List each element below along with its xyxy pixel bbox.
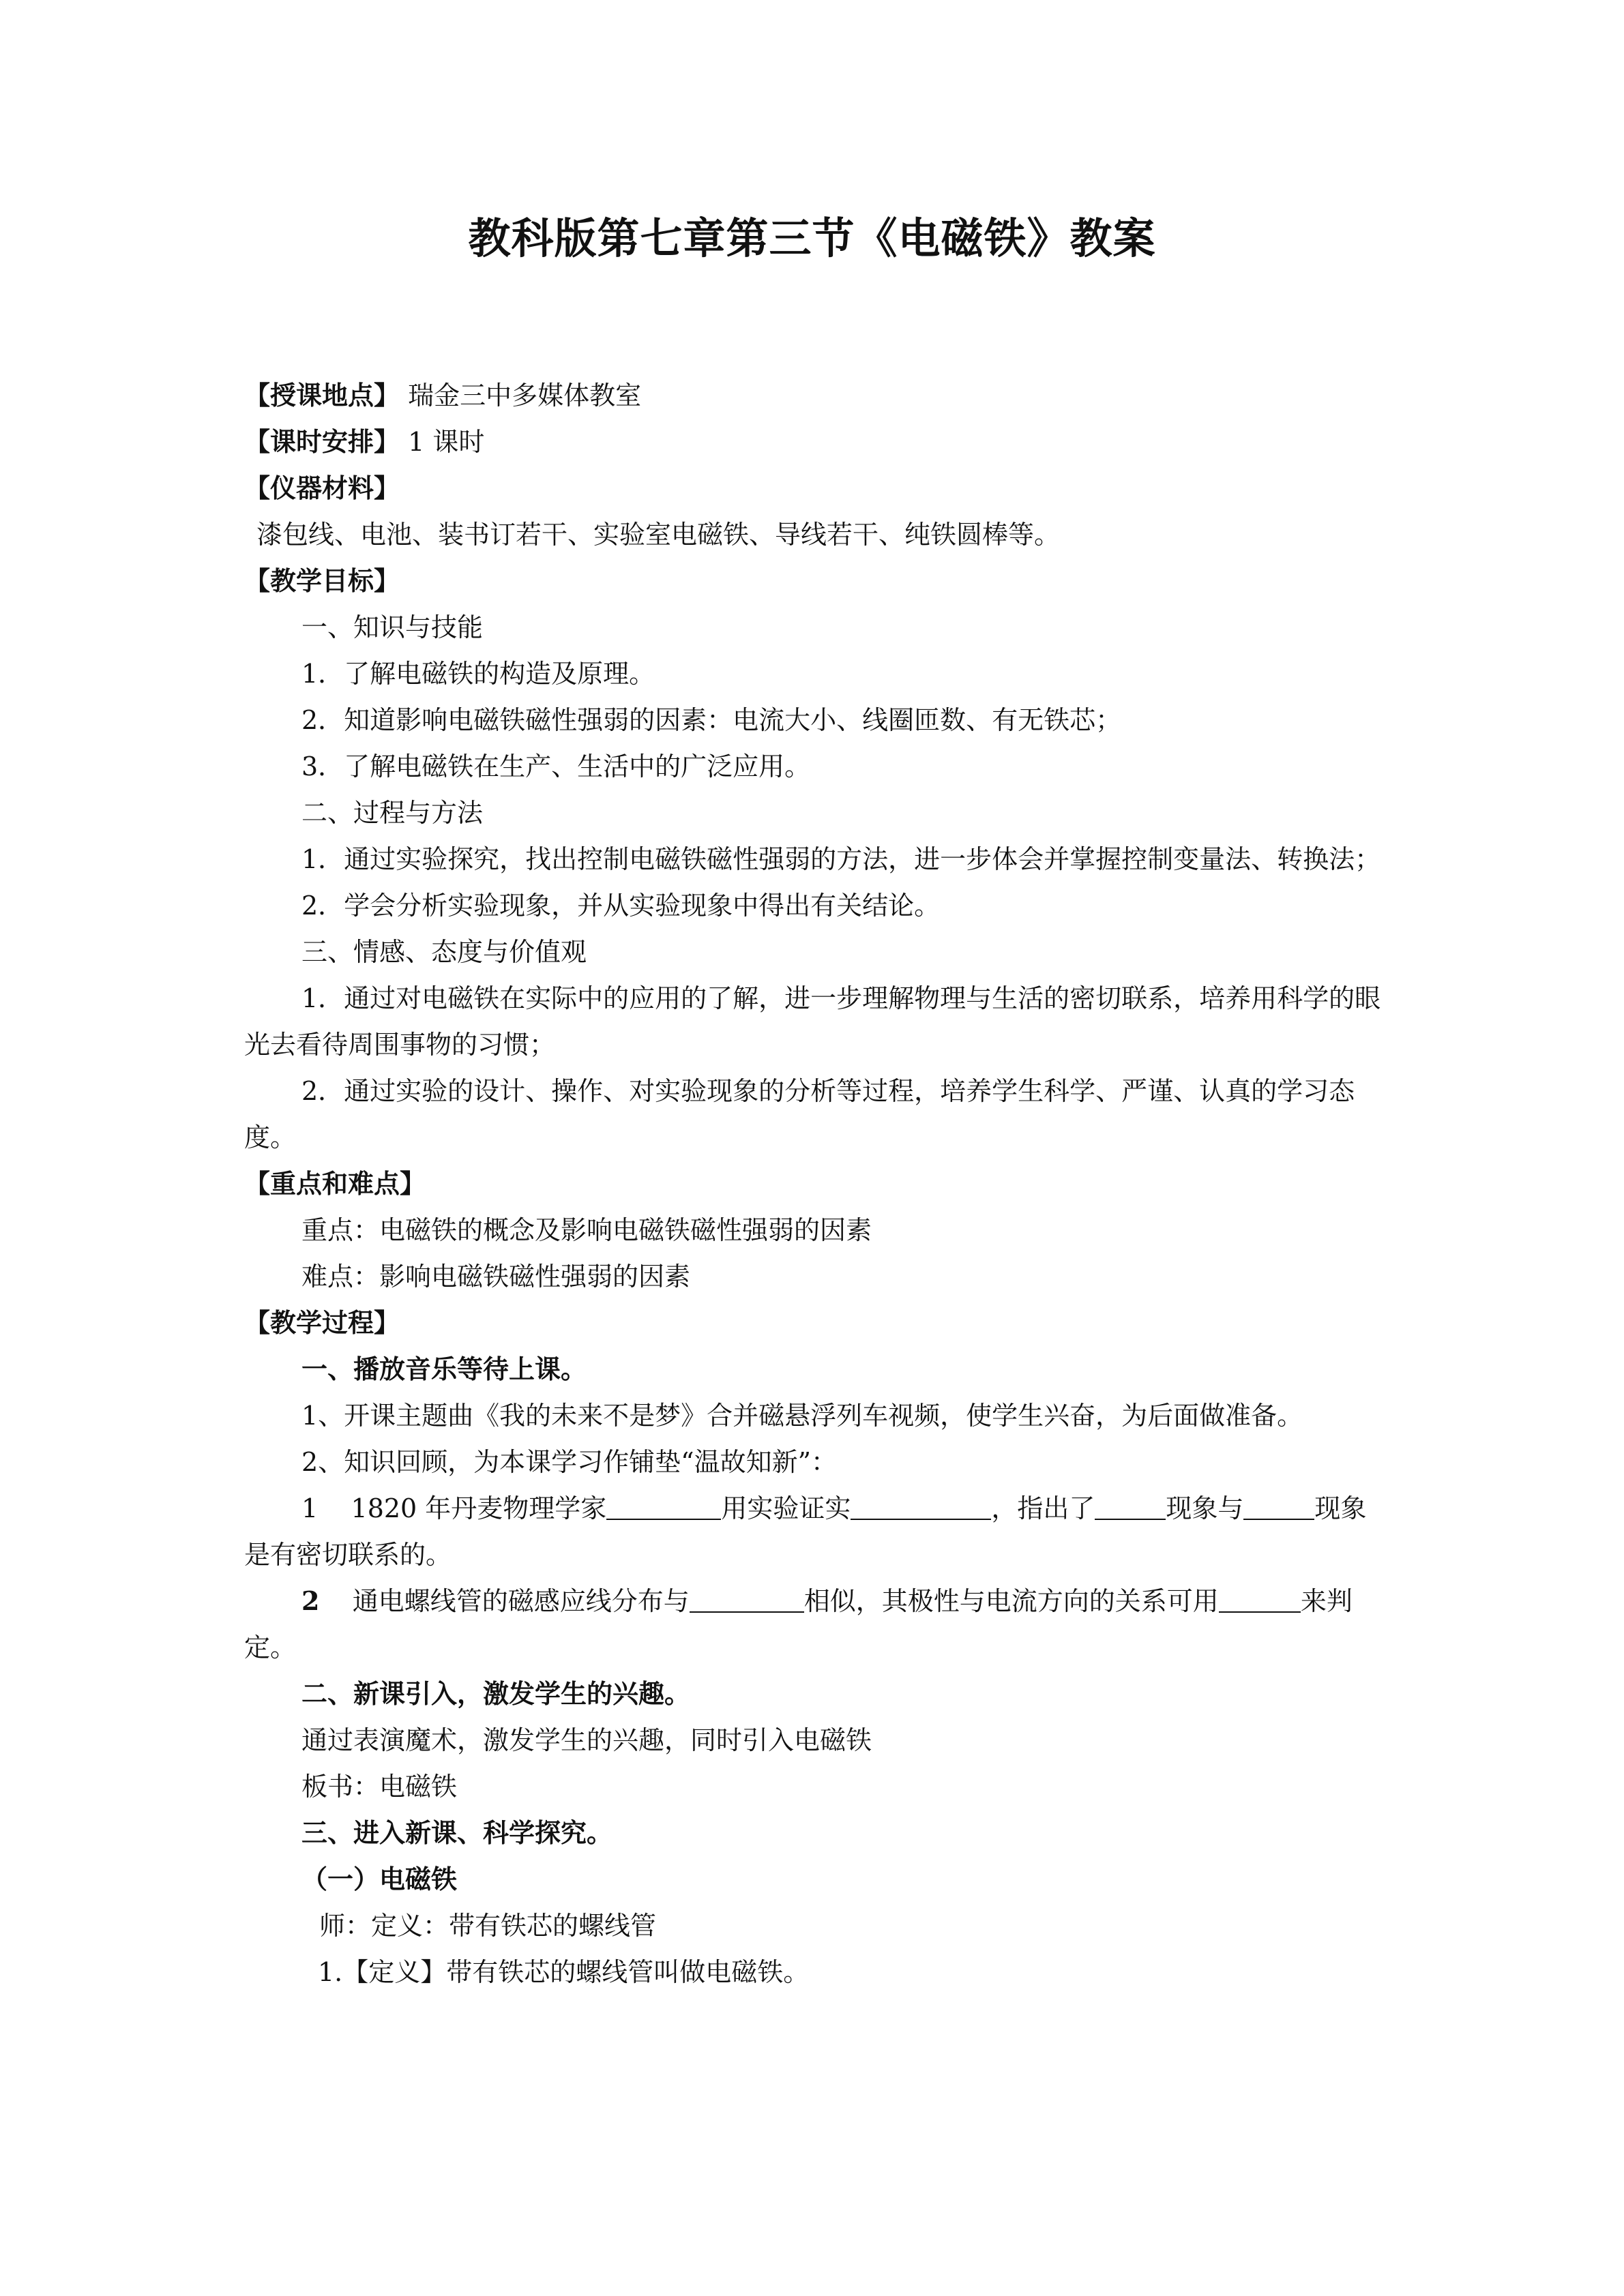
question-text: 现象与 [1166, 1493, 1244, 1523]
difficult-point: 难点：影响电磁铁磁性强弱的因素 [301, 1262, 691, 1292]
definition-number: 1. [318, 1957, 343, 1987]
attitude-item-1: 1．通过对电磁铁在实际中的应用的了解，进一步理解物理与生活的密切联系，培养用科学的眼光去看待周围事物的习惯； [244, 983, 1381, 1060]
schedule-value: 1 课时 [408, 427, 485, 457]
materials-label: 【仪器材料】 [244, 473, 400, 503]
step1-text-2: 2、知识回顾，为本课学习作铺垫“温故知新”： [301, 1447, 838, 1477]
question-text: 来判定。 [244, 1586, 1353, 1663]
objectives-section-attitude: 三、情感、态度与价值观 [301, 937, 587, 967]
location-value: 瑞金三中多媒体教室 [408, 381, 642, 411]
objectives-section-knowledge: 一、知识与技能 [301, 612, 484, 642]
schedule-line [244, 419, 1385, 465]
question-number: 1 [301, 1493, 319, 1523]
process-label: 【教学过程】 [244, 1308, 400, 1338]
key-point: 重点：电磁铁的概念及影响电磁铁磁性强弱的因素 [301, 1215, 872, 1245]
attitude-item-2: 2．通过实验的设计、操作、对实验现象的分析等过程，培养学生科学、严谨、认真的学习态度。 [244, 1076, 1355, 1152]
process-item-2: 2．学会分析实验现象，并从实验现象中得出有关结论。 [301, 891, 941, 921]
process-item-1: 1．通过实验探究，找出控制电磁铁磁性强弱的方法，进一步体会并掌握控制变量法、转换法； [301, 844, 1381, 874]
step3-title: 三、进入新课、科学探究。 [301, 1818, 613, 1848]
step2-text-1: 通过表演魔术，激发学生的兴趣，同时引入电磁铁 [301, 1725, 872, 1755]
question-text: 用实验证实 [721, 1493, 851, 1523]
question-text: 1820 年丹麦物理学家 [351, 1493, 607, 1523]
fill-blank[interactable] [1243, 1491, 1314, 1520]
question-text: 相似，其极性与电流方向的关系可用 [803, 1586, 1219, 1616]
question-number: 2 [301, 1585, 320, 1616]
fill-blank[interactable] [690, 1584, 804, 1613]
location-label: 【授课地点】 [244, 381, 400, 411]
step2-text-2: 板书：电磁铁 [301, 1772, 458, 1802]
step1-title: 一、播放音乐等待上课。 [301, 1354, 587, 1384]
review-question-2 [244, 1578, 1385, 1671]
step2-title: 二、新课引入，激发学生的兴趣。 [301, 1679, 691, 1709]
materials-text: 漆包线、电池、装书订若干、实验室电磁铁、导线若干、纯铁圆棒等。 [256, 520, 1061, 550]
question-text: 现象是有密切联系的。 [244, 1493, 1367, 1570]
review-question-1 [244, 1485, 1385, 1578]
fill-blank[interactable] [851, 1491, 991, 1520]
teacher-definition: 师：定义：带有铁芯的螺线管 [319, 1911, 657, 1941]
location-line [244, 372, 1385, 419]
definition-line [244, 1949, 1385, 1995]
fill-blank[interactable] [1095, 1491, 1166, 1520]
fill-blank[interactable] [606, 1491, 721, 1520]
document-body [244, 372, 1385, 1995]
document-title: 教科版第七章第三节《电磁铁》教案 [468, 213, 1156, 263]
question-text: ，指出了 [991, 1493, 1095, 1523]
fill-blank[interactable] [1219, 1584, 1301, 1613]
question-text: 通电螺线管的磁感应线分布与 [352, 1586, 690, 1616]
knowledge-item-3: 3．了解电磁铁在生产、生活中的广泛应用。 [301, 751, 811, 781]
definition-text: 带有铁芯的螺线管叫做电磁铁。 [446, 1957, 810, 1987]
subsection-electromagnet-title: （一）电磁铁 [301, 1864, 458, 1894]
objectives-section-process: 二、过程与方法 [301, 798, 484, 828]
schedule-label: 【课时安排】 [244, 427, 400, 457]
objectives-label: 【教学目标】 [244, 566, 400, 596]
knowledge-item-2: 2．知道影响电磁铁磁性强弱的因素：电流大小、线圈匝数、有无铁芯； [301, 705, 1122, 735]
keypoints-label: 【重点和难点】 [244, 1169, 426, 1199]
step1-text-1: 1、开课主题曲《我的未来不是梦》合并磁悬浮列车视频，使学生兴奋，为后面做准备。 [301, 1401, 1303, 1431]
knowledge-item-1: 1．了解电磁铁的构造及原理。 [301, 659, 655, 689]
definition-label: 【定义】 [342, 1957, 447, 1987]
